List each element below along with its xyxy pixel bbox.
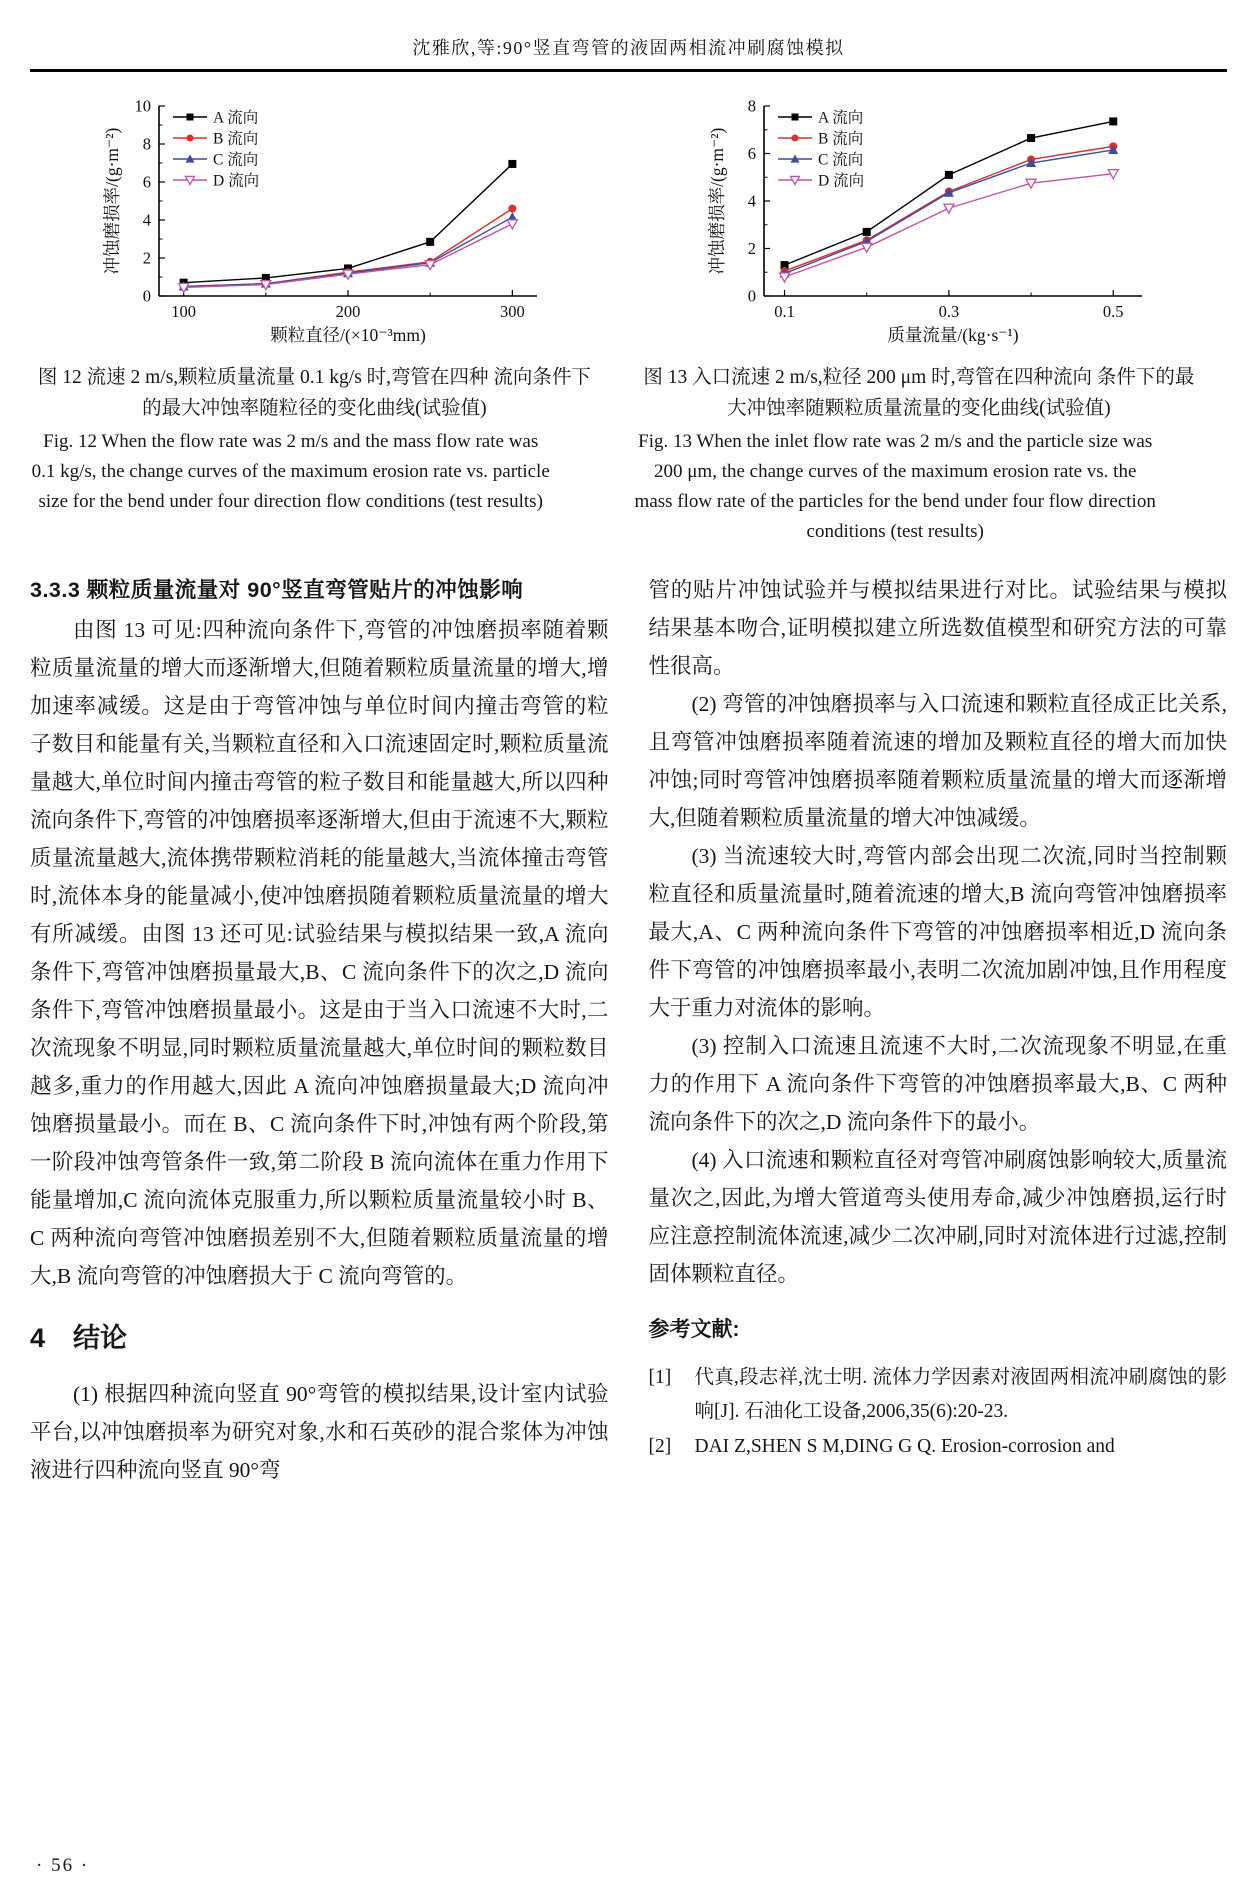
fig13-caption [635, 350, 1228, 547]
fig12-caption-zh: 图 12 流速 2 m/s,颗粒质量流量 0.1 kg/s 时,弯管在四种 流向条件下的最大冲蚀率随粒径的变化曲线(试验值) [37, 367, 591, 419]
svg-text:C 流向: C 流向 [817, 151, 863, 169]
svg-text:6: 6 [143, 172, 152, 192]
svg-text:冲蚀磨损率/(g·m⁻²): 冲蚀磨损率/(g·m⁻²) [706, 127, 727, 275]
svg-text:8: 8 [747, 96, 756, 116]
figures-row [30, 94, 1227, 547]
svg-text:颗粒直径/(×10⁻³mm): 颗粒直径/(×10⁻³mm) [270, 325, 427, 345]
reference-text: 代真,段志祥,沈士明. 流体力学因素对液固两相流冲刷腐蚀的影响[J]. 石油化工设备,2006,35(6):20-23. [694, 1367, 1227, 1422]
svg-text:4: 4 [143, 210, 152, 230]
right-paragraph-1: 管的贴片冲蚀试验并与模拟结果进行对比。试验结果与模拟结果基本吻合,证明模拟建立所选数值模型和研究方法的可靠性很高。 [648, 578, 1227, 678]
svg-text:D 流向: D 流向 [817, 172, 864, 190]
page-header [30, 34, 1227, 72]
svg-text:质量流量/(kg·s⁻¹): 质量流量/(kg·s⁻¹) [887, 325, 1019, 345]
svg-text:6: 6 [747, 144, 756, 163]
figure-12 [30, 94, 623, 547]
svg-text:2: 2 [143, 248, 152, 268]
svg-text:0: 0 [747, 286, 756, 306]
right-column [649, 571, 1228, 1489]
fig12-caption [30, 350, 623, 517]
svg-text:0.1: 0.1 [773, 302, 795, 321]
svg-text:A 流向: A 流向 [213, 109, 259, 127]
svg-text:4: 4 [747, 191, 756, 211]
left-paragraph-2: (1) 根据四种流向竖直 90°弯管的模拟结果,设计室内试验平台,以冲蚀磨损率为研究对象,水和石英砂的混合浆体为冲蚀液进行四种流向竖直 90°弯 [30, 1382, 609, 1482]
right-paragraph-4: (3) 控制入口流速且流速不大时,二次流现象不明显,在重力的作用下 A 流向条件下弯管的冲蚀磨损率最大,B、C 两种流向条件下的次之,D 流向条件下的最小。 [648, 1034, 1227, 1134]
right-paragraph-5: (4) 入口流速和颗粒直径对弯管冲刷腐蚀影响较大,质量流量次之,因此,为增大管道弯头使用寿命,减少冲蚀磨损,运行时应注意控制流体流速,减少二次冲刷,同时对流体进行过滤,控制固体颗粒直径。 [648, 1148, 1227, 1286]
svg-text:200: 200 [335, 302, 361, 321]
reference-item [649, 1430, 1228, 1464]
running-head: 沈雅欣,等:90°竖直弯管的液固两相流冲刷腐蚀模拟 [412, 38, 845, 58]
header-rule [30, 69, 1227, 72]
page-number: · 56 · [36, 1855, 90, 1876]
fig12-caption-en: Fig. 12 When the flow rate was 2 m/s and the mass flow rate was 0.1 kg/s, the change curves of the maximum erosion rate vs. particle size for the bend under four direction flow conditions (test results) [31, 431, 550, 512]
reference-number: [2] [648, 1436, 672, 1457]
svg-text:0.3: 0.3 [938, 302, 959, 321]
reference-number: [1] [648, 1367, 672, 1388]
reference-item [649, 1361, 1228, 1428]
fig13-chart [706, 94, 1156, 350]
left-column [30, 571, 609, 1489]
reference-text: DAI Z,SHEN S M,DING G Q. Erosion-corrosion and [694, 1436, 1115, 1457]
svg-text:300: 300 [500, 302, 525, 321]
svg-text:2: 2 [747, 239, 756, 258]
svg-text:8: 8 [143, 134, 152, 154]
body-columns [30, 571, 1227, 1489]
right-paragraph-2: (2) 弯管的冲蚀磨损率与入口流速和颗粒直径成正比关系,且弯管冲蚀磨损率随着流速的增加及颗粒直径的增大而加快冲蚀;同时弯管冲蚀磨损率随着颗粒质量流量的增大而逐渐增大,但随着颗粒质量流量的增大冲蚀减缓。 [648, 692, 1227, 830]
fig12-chart [101, 94, 551, 350]
svg-text:A 流向: A 流向 [817, 109, 863, 127]
right-paragraph-3: (3) 当流速较大时,弯管内部会出现二次流,同时当控制颗粒直径和质量流量时,随着流速的增大,B 流向弯管冲蚀磨损率最大,A、C 两种流向条件下弯管的冲蚀磨损率相近,D 流向条件下弯管的冲蚀磨损率最小,表明二次流加剧冲蚀,且作用程度大于重力对流体的影响。 [648, 844, 1227, 1020]
section-heading-4 [30, 1319, 609, 1357]
fig13-caption-en: Fig. 13 When the inlet flow rate was 2 m/s and the particle size was 200 μm, the change curves of the maximum erosion rate vs. the mass flow rate of the particles for the bend under four flow direction conditions (test results) [634, 431, 1156, 542]
svg-text:0: 0 [143, 286, 152, 306]
svg-text:B 流向: B 流向 [213, 130, 259, 148]
svg-text:C 流向: C 流向 [213, 151, 259, 169]
svg-text:0.5: 0.5 [1102, 302, 1124, 321]
svg-text:冲蚀磨损率/(g·m⁻²): 冲蚀磨损率/(g·m⁻²) [102, 127, 123, 275]
fig13-caption-zh: 图 13 入口流速 2 m/s,粒径 200 μm 时,弯管在四种流向 条件下的最大冲蚀率随颗粒质量流量的变化曲线(试验值) [643, 367, 1195, 419]
svg-text:100: 100 [171, 302, 197, 321]
figure-13 [635, 94, 1228, 547]
references-title: 参考文献: [648, 1318, 740, 1341]
section-heading-333: 3.3.3 颗粒质量流量对 90°竖直弯管贴片的冲蚀影响 [30, 578, 524, 602]
svg-text:B 流向: B 流向 [817, 130, 863, 148]
svg-text:D 流向: D 流向 [213, 172, 260, 190]
section-4-number: 4 [30, 1323, 46, 1353]
svg-text:10: 10 [134, 96, 152, 116]
left-paragraph-1: 由图 13 可见:四种流向条件下,弯管的冲蚀磨损率随着颗粒质量流量的增大而逐渐增大,但随着颗粒质量流量的增大,增加速率减缓。这是由于弯管冲蚀与单位时间内撞击弯管的粒子数目和能量有关,当颗粒直径和入口流速固定时,颗粒质量流量越大,单位时间内撞击弯管的粒子数目和能量越大,所以四种流向条件下,弯管的冲蚀磨损率逐渐增大,但由于流速不大,颗粒质量流量越大,流体携带颗粒消耗的能量越大,当流体撞击弯管时,流体本身的能量减小,使冲蚀磨损随着颗粒质量流量的增大有所减缓。由图 13 还可见:试验结果与模拟结果一致,A 流向条件下,弯管冲蚀磨损量最大,B、C 流向条件下的次之,D 流向条件下,弯管冲蚀磨损量最小。这是由于当入口流速不大时,二次流现象不明显,同时颗粒质量流量越大,单位时间的颗粒数目越多,重力的作用越大,因此 A 流向冲蚀磨损量最大;D 流向冲蚀磨损量最小。而在 B、C 流向条件下时,冲蚀有两个阶段,第一阶段冲蚀弯管条件一致,第二阶段 B 流向流体在重力作用下能量增加,C 流向流体克服重力,所以颗粒质量流量较小时 B、C 两种流向弯管冲蚀磨损差别不大,但随着颗粒质量流量的增大,B 流向弯管的冲蚀磨损大于 C 流向弯管的。 [30, 618, 609, 1288]
section-4-title: 结论 [73, 1323, 128, 1353]
